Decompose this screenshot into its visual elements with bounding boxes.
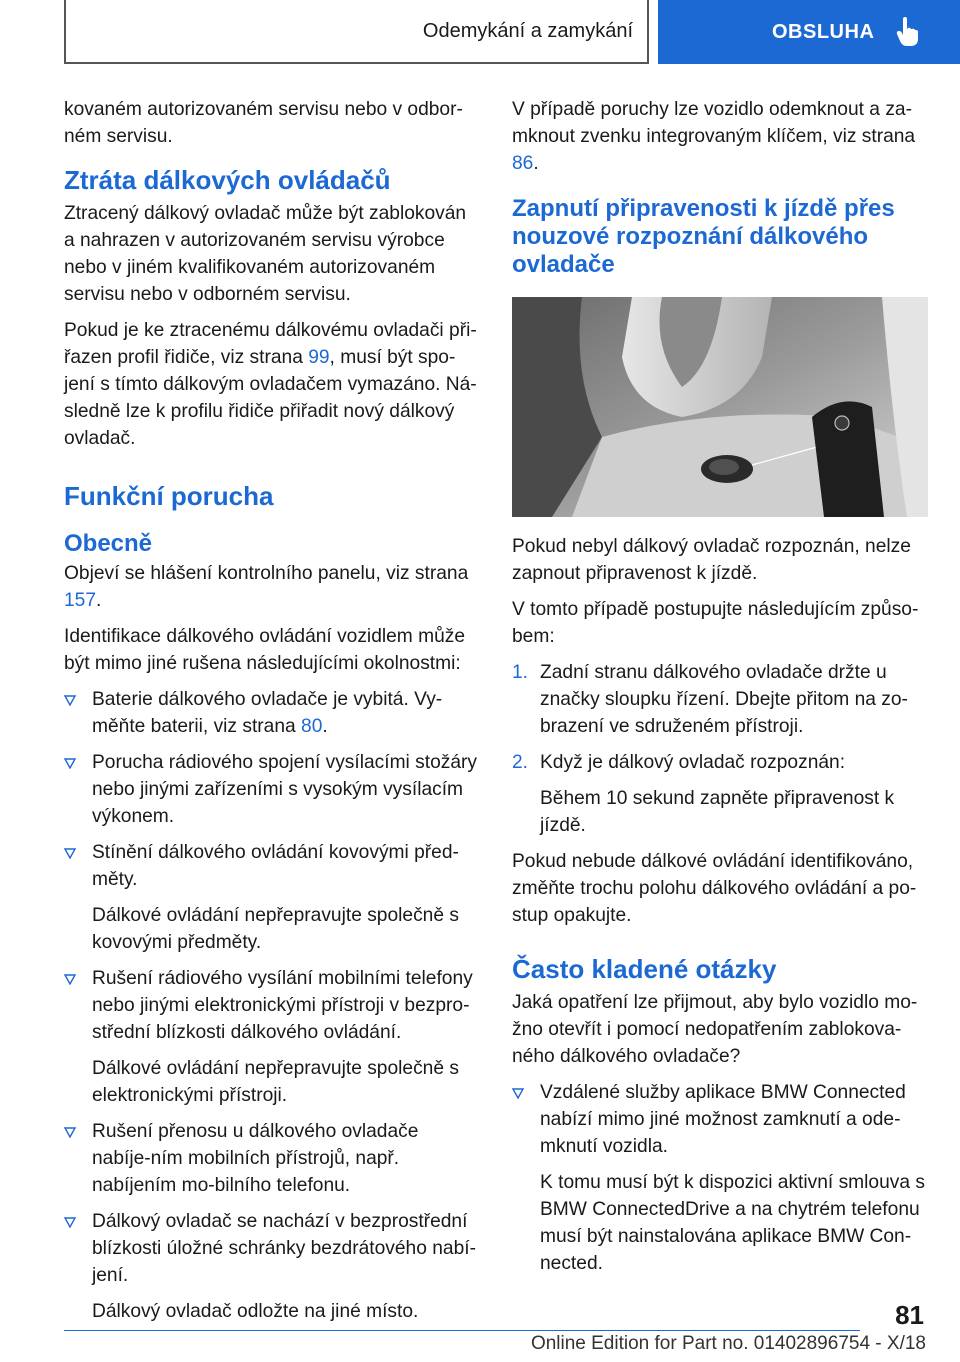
faq-list <box>512 1079 930 1277</box>
list-item: Rušení přenosu u dálkového ovladače nabíje-ním mobilních přístrojů, např. nabíjením mo-bilního telefonu. <box>64 1118 482 1199</box>
chapter-title: OBSLUHA <box>772 20 875 43</box>
list-item: Baterie dálkového ovladače je vybitá. Vy-měňte baterii, viz strana 80. <box>64 686 482 740</box>
triangle-bullet-icon <box>64 695 76 706</box>
heading-faq: Často kladené otázky <box>512 954 777 984</box>
header-section-title <box>64 0 649 64</box>
right-paragraph-3: V tomto případě postupujte následujícím způso-bem: <box>512 599 919 647</box>
heading-loss: Ztráta dálkových ovládačů <box>64 165 391 195</box>
loss-paragraph-1: Ztracený dálkový ovladač může být zablokován a nahrazen v autorizovaném servisu výrobce nebo v jiném kvalifikovaném autorizovaném servisu nebo v odborném servisu. <box>64 203 467 305</box>
steering-column-photo <box>512 297 928 517</box>
loss-paragraph-2: Pokud je ke ztracenému dálkovému ovladači při-řazen profil řidiče, viz strana 99, musí být spo-jení s tímto dálkovým ovladačem vymazáno. Ná-sledně lze k profilu řidiče přiřadit nový dálkový ovladač. <box>64 320 477 449</box>
triangle-bullet-icon <box>512 1088 524 1099</box>
triangle-bullet-icon <box>64 758 76 769</box>
triangle-bullet-icon <box>64 1217 76 1228</box>
list-item: 1. Zadní stranu dálkového ovladače držte u značky sloupku řízení. Dbejte přitom na zo-brazení ve sdruženém přístroji. <box>512 659 930 740</box>
list-item: Porucha rádiového spojení vysílacími stožáry nebo jinými zařízeními s vysokým vysílacím výkonem. <box>64 749 482 830</box>
heading-general: Obecně <box>64 530 153 557</box>
section-title: Odemykání a zamykání <box>422 19 633 42</box>
list-item: Vzdálené služby aplikace BMW Connected nabízí mimo jiné možnost zamknutí a ode-mknutí vozidla. K tomu musí být k dispozici aktivní smlouva s BMW ConnectedDrive a na chytrém telefonu musí být nainstalována aplikace BMW Con-nected. <box>512 1079 930 1277</box>
list-item: Stínění dálkového ovládání kovovými před-měty. Dálkové ovládání nepřepravujte společně s kovovými předměty. <box>64 839 482 956</box>
page-link-99[interactable]: 99 <box>308 347 330 368</box>
general-paragraph-1: Objeví se hlášení kontrolního panelu, viz strana 157. <box>64 563 469 611</box>
step-number: 1. <box>512 662 529 683</box>
triangle-bullet-icon <box>64 848 76 859</box>
page-link-80[interactable]: 80 <box>301 716 323 737</box>
footer-divider <box>64 1330 860 1331</box>
step-number: 2. <box>512 752 529 773</box>
triangle-bullet-icon <box>64 974 76 985</box>
page-link-86[interactable]: 86 <box>512 153 534 174</box>
page-link-157[interactable]: 157 <box>64 590 97 611</box>
steps-list <box>512 659 930 839</box>
heading-ready: Zapnutí připravenosti k jízdě přes nouzové rozpoznání dálkového ovladače <box>512 195 895 278</box>
list-item: Dálkový ovladač se nachází v bezprostřední blízkosti úložné schránky bezdrátového nabí-jení. Dálkový ovladač odložte na jiné místo. <box>64 1208 482 1325</box>
faq-question: Jaká opatření lze přijmout, aby bylo vozidlo mo-žno otevřít i pomocí nedopatřením zablokova-ného dálkového ovladače? <box>512 992 918 1067</box>
right-paragraph-4: Pokud nebude dálkové ovládání identifikováno, změňte trochu polohu dálkového ovládání a po-stup opakujte. <box>512 851 917 926</box>
list-item: Rušení rádiového vysílání mobilními telefony nebo jinými elektronickými přístroji v bezpro-střední blízkosti dálkového ovládání. Dálkové ovládání nepřepravujte společně s elektronickými přístroji. <box>64 965 482 1109</box>
pointing-hand-icon <box>896 17 920 47</box>
right-paragraph-1: V případě poruchy lze vozidlo odemknout a za-mknout zvenku integrovaným klíčem, viz strana 86. <box>512 99 916 174</box>
general-paragraph-2: Identifikace dálkového ovládání vozidlem může být mimo jiné rušena následujícími okolnostmi: <box>64 626 466 674</box>
page-number: 81 <box>895 1300 924 1330</box>
heading-fault: Funkční porucha <box>64 481 274 511</box>
header-chapter-tab <box>658 0 960 64</box>
intro-paragraph: kovaném autorizovaném servisu nebo v odbor-ném servisu. <box>64 99 463 147</box>
list-item: 2. Když je dálkový ovladač rozpoznán: Během 10 sekund zapněte připravenost k jízdě. <box>512 749 930 839</box>
right-paragraph-2: Pokud nebyl dálkový ovladač rozpoznán, nelze zapnout připravenost k jízdě. <box>512 536 911 584</box>
right-column <box>512 96 930 1286</box>
edition-note: Online Edition for Part no. 01402896754 - X/18 <box>530 1333 926 1354</box>
triangle-bullet-icon <box>64 1127 76 1138</box>
left-column <box>64 96 482 1334</box>
interference-list <box>64 686 482 1325</box>
